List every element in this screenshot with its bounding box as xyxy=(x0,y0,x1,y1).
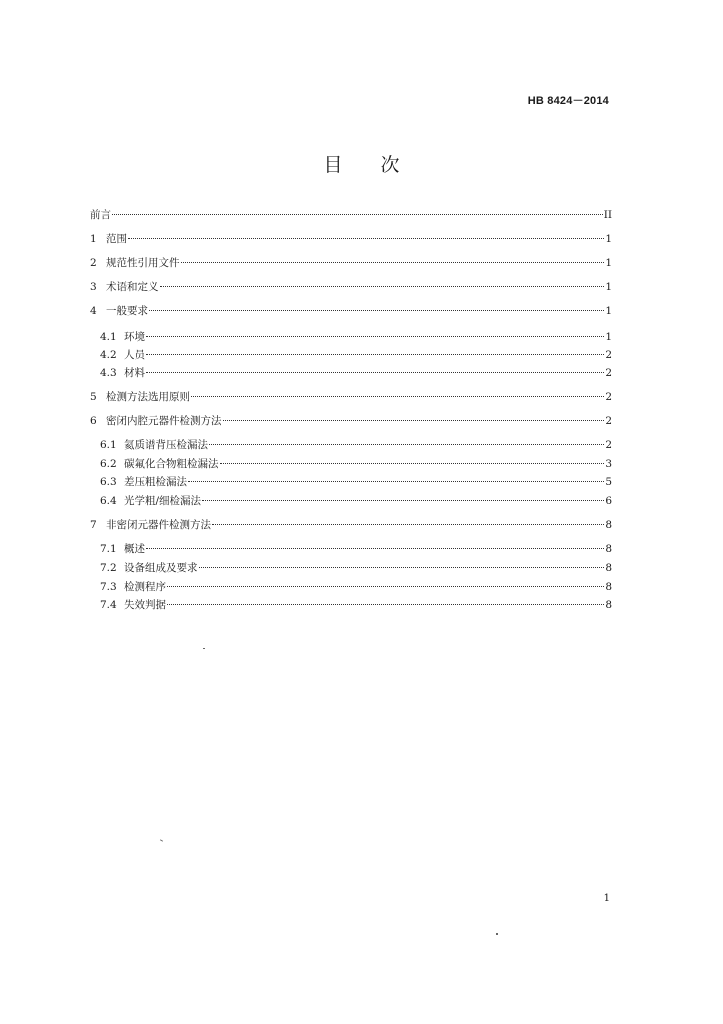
toc-entry[interactable] xyxy=(100,493,612,509)
dot-leader xyxy=(112,214,603,215)
dot-leader xyxy=(209,444,604,445)
toc-title xyxy=(0,150,723,177)
toc-entry[interactable] xyxy=(90,231,612,247)
toc-entry-number: 7.3 xyxy=(100,581,117,593)
toc-entry[interactable] xyxy=(90,413,612,429)
dot-leader xyxy=(212,524,604,525)
toc-entry-page: 1 xyxy=(605,305,612,317)
toc-entry-label: 环境 xyxy=(124,331,145,343)
toc-entry-page: 2 xyxy=(605,415,612,427)
title-char-2: 次 xyxy=(380,154,400,176)
toc-entry-label: 前言 xyxy=(90,209,111,221)
toc-entry-label: 设备组成及要求 xyxy=(124,562,198,574)
toc-entry-label: 氦质谱背压检漏法 xyxy=(124,439,208,451)
toc-entry-page: 1 xyxy=(605,257,612,269)
dot-leader xyxy=(199,567,605,568)
toc-entry[interactable] xyxy=(90,207,612,223)
toc-entry[interactable] xyxy=(90,303,612,319)
dot-leader xyxy=(223,420,605,421)
toc-entry-number: 7.4 xyxy=(100,599,117,611)
toc-entry-label: 检测程序 xyxy=(124,581,166,593)
toc-entry-label: 检测方法选用原则 xyxy=(106,391,190,403)
toc-entry-number: 4.3 xyxy=(100,367,117,379)
toc-entry-page: 8 xyxy=(605,581,612,593)
toc-entry[interactable] xyxy=(100,579,612,595)
toc-entry-label: 材料 xyxy=(124,367,145,379)
toc-entry-number: 6 xyxy=(90,415,97,427)
dot-leader xyxy=(128,238,604,239)
toc-entry[interactable] xyxy=(90,389,612,405)
toc-entry-page: 8 xyxy=(605,543,612,555)
dot-leader xyxy=(160,286,605,287)
toc-entry-page: 1 xyxy=(605,331,612,343)
toc-entry-label: 失效判据 xyxy=(124,599,166,611)
toc-entry-label: 概述 xyxy=(124,543,145,555)
dot-leader xyxy=(167,604,604,605)
toc-entry-label: 光学粗/细检漏法 xyxy=(124,495,202,507)
toc-entry-page: II xyxy=(603,209,612,221)
toc-entry-label: 规范性引用文件 xyxy=(106,257,180,269)
dot-leader xyxy=(191,396,604,397)
toc-entry-page: 2 xyxy=(605,349,612,361)
toc-entry-page: 3 xyxy=(605,458,612,470)
toc-entry-number: 7 xyxy=(90,519,97,531)
dot-leader xyxy=(146,354,604,355)
toc-entry-number: 6.4 xyxy=(100,495,117,507)
dot-leader xyxy=(167,586,604,587)
toc-entry[interactable] xyxy=(100,456,612,472)
toc-entry-number: 6.1 xyxy=(100,439,117,451)
scan-speck xyxy=(203,648,205,649)
toc-entry-number: 4.1 xyxy=(100,331,117,343)
toc-entry[interactable] xyxy=(100,365,612,381)
dot-leader xyxy=(220,463,605,464)
toc-entry-number: 6.2 xyxy=(100,458,117,470)
toc-entry-page: 2 xyxy=(605,439,612,451)
toc-entry-page: 5 xyxy=(605,476,612,488)
toc-entry-label: 一般要求 xyxy=(106,305,148,317)
toc-entry-number: 5 xyxy=(90,391,97,403)
toc-entry-number: 2 xyxy=(90,257,97,269)
dot-leader xyxy=(146,336,604,337)
dot-leader xyxy=(202,500,604,501)
toc-entry-label: 密闭内腔元器件检测方法 xyxy=(106,415,222,427)
standard-code: HB 8424－2014 xyxy=(527,95,609,107)
dot-leader xyxy=(146,372,604,373)
toc-entry-page: 1 xyxy=(605,281,612,293)
toc-entry-number: 1 xyxy=(90,233,97,245)
title-char-1: 目 xyxy=(323,154,343,176)
toc-entry[interactable] xyxy=(100,347,612,363)
toc-entry[interactable] xyxy=(90,255,612,271)
toc-entry[interactable] xyxy=(90,279,612,295)
toc-entry-page: 8 xyxy=(605,519,612,531)
dot-leader xyxy=(188,481,604,482)
toc-entry-page: 8 xyxy=(605,562,612,574)
toc-entry-page: 8 xyxy=(605,599,612,611)
toc-entry[interactable] xyxy=(90,517,612,533)
toc-entry-label: 人员 xyxy=(124,349,145,361)
toc-entry-number: 7.2 xyxy=(100,562,117,574)
toc-entry[interactable] xyxy=(100,560,612,576)
toc-entry-label: 差压粗检漏法 xyxy=(124,476,187,488)
dot-leader xyxy=(181,262,605,263)
toc-entry[interactable] xyxy=(100,541,612,557)
scan-speck xyxy=(496,933,498,935)
toc-entry-label: 非密闭元器件检测方法 xyxy=(106,519,211,531)
dot-leader xyxy=(149,310,604,311)
toc-entry[interactable] xyxy=(100,474,612,490)
toc-entry-page: 2 xyxy=(605,367,612,379)
toc-entry-number: 7.1 xyxy=(100,543,117,555)
toc-entry-number: 4 xyxy=(90,305,97,317)
toc-entry-number: 3 xyxy=(90,281,97,293)
toc-entry-number: 6.3 xyxy=(100,476,117,488)
toc-entry-label: 术语和定义 xyxy=(106,281,159,293)
scan-speck xyxy=(160,839,163,841)
toc-entry[interactable] xyxy=(100,329,612,345)
toc-entry-page: 1 xyxy=(605,233,612,245)
toc-entry-page: 6 xyxy=(605,495,612,507)
dot-leader xyxy=(146,548,604,549)
toc-entry[interactable] xyxy=(100,437,612,453)
toc-entry-number: 4.2 xyxy=(100,349,117,361)
toc-entry-label: 碳氟化合物粗检漏法 xyxy=(124,458,219,470)
page-number: 1 xyxy=(603,893,610,904)
toc-entry[interactable] xyxy=(100,597,612,613)
toc-entry-label: 范围 xyxy=(106,233,127,245)
toc-entry-page: 2 xyxy=(605,391,612,403)
